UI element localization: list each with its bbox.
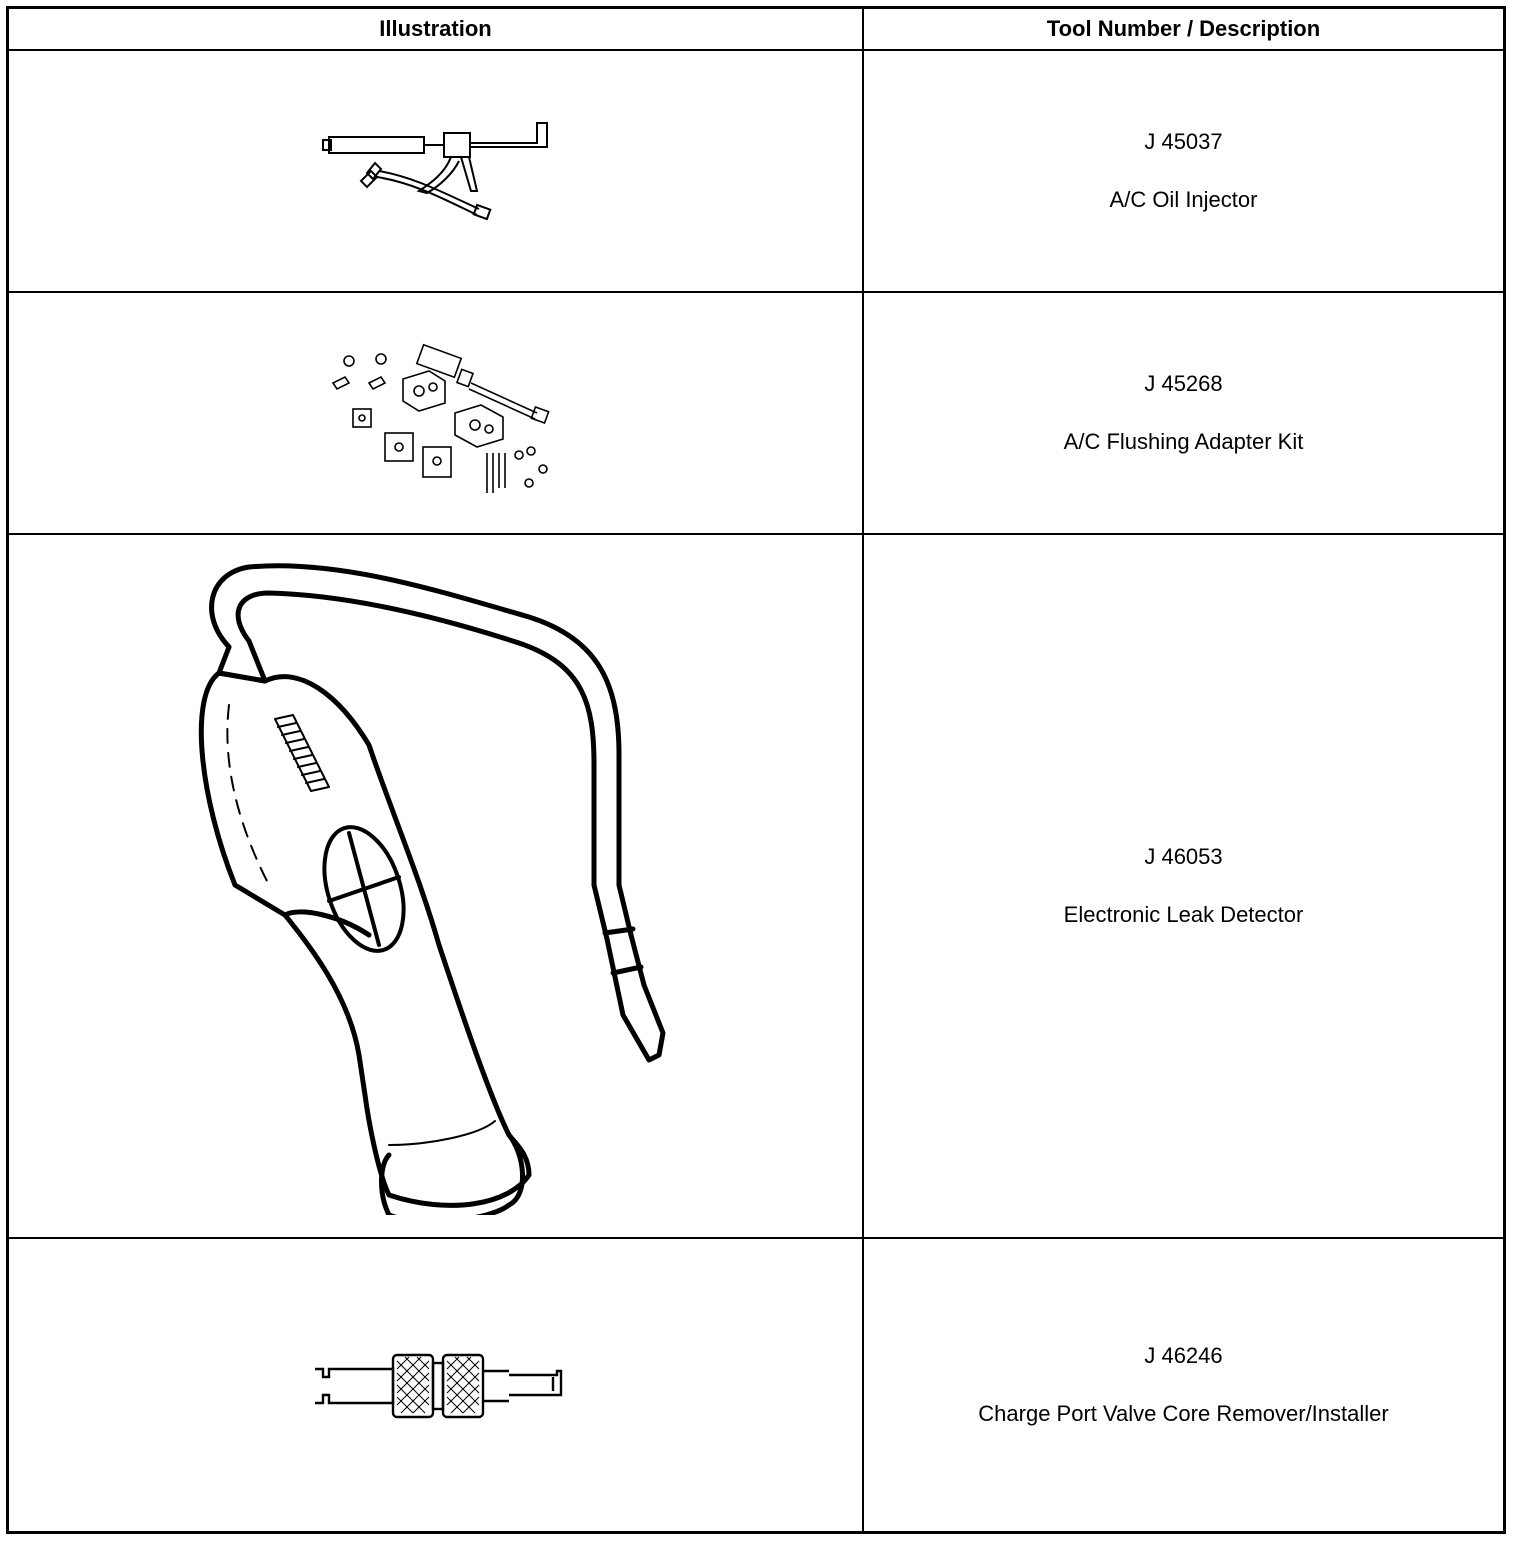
tool-description: A/C Oil Injector [1109, 187, 1258, 212]
header-tool-description: Tool Number / Description [1046, 16, 1321, 41]
leak-detector-icon [189, 555, 689, 1215]
tool-description: Electronic Leak Detector [1063, 902, 1304, 927]
tool-description-cell [864, 293, 1503, 533]
oil-injector-icon [319, 111, 559, 231]
illustration-cell [9, 293, 862, 533]
table-row [9, 1239, 1503, 1531]
illustration-cell [9, 535, 862, 1237]
illustration-cell [9, 51, 862, 291]
header-illustration: Illustration [379, 16, 492, 41]
tool-description-cell [864, 51, 1503, 291]
tool-number: J 45268 [1144, 371, 1223, 396]
table-row [9, 51, 1503, 291]
tool-description-cell [864, 535, 1503, 1237]
special-tools-table [6, 6, 1506, 1534]
table-row [9, 535, 1503, 1237]
flushing-adapter-kit-icon [319, 343, 569, 503]
tool-description: A/C Flushing Adapter Kit [1063, 429, 1304, 454]
tool-description: Charge Port Valve Core Remover/Installer [978, 1401, 1389, 1426]
valve-core-tool-icon [309, 1347, 579, 1427]
tool-number: J 46053 [1144, 844, 1223, 869]
tool-number: J 46246 [1144, 1343, 1223, 1368]
tool-number: J 45037 [1144, 129, 1223, 154]
tool-description-cell [864, 1239, 1503, 1531]
illustration-cell [9, 1239, 862, 1531]
table-row [9, 293, 1503, 533]
